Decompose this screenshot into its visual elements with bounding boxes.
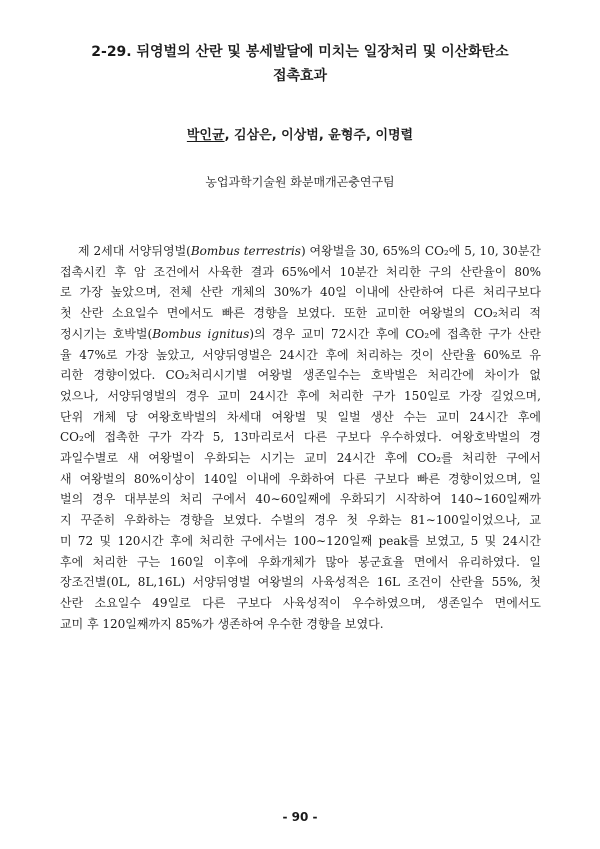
abstract-line: 미 72 및 120시간 후에 처리한 구에서는 100∼120일째 peak를 보였고, 5 및 24시간: [60, 533, 541, 548]
paper-title-line2: 접촉효과: [272, 68, 328, 84]
abstract-line: 단위 개체 당 여왕호박벌의 차세대 여왕벌 및 일벌 생산 수는 교미 24시간 후에: [60, 409, 541, 424]
abstract-line: 후에 처리한 구는 160일 이후에 우화개체가 많아 봉군효율 면에서 유리하였다. 일: [60, 554, 541, 569]
abstract-line: 었으나, 서양뒤영벌의 경우 교미 24시간 후에 처리한 구가 150일로 가장 길었으며,: [60, 388, 541, 403]
abstract-line: CO₂에 접촉한 구가 각각 5, 13마리로서 다른 구보다 우수하였다. 여왕호박벌의 경: [60, 430, 541, 445]
co-authors: , 김삼은, 이상범, 윤형주, 이명렬: [224, 128, 414, 143]
first-author: 박인균: [186, 128, 225, 143]
paper-title: [60, 40, 540, 88]
abstract-line: 정시기는 호박벌(Bombus ignitus)의 경우 교미 72시간 후에 CO₂에 접촉한 구가 산란: [60, 326, 541, 341]
abstract-line: 과일수별로 새 여왕벌이 우화되는 시기는 교미 24시간 후에 CO₂를 처리한 구에서: [60, 451, 541, 466]
abstract-line: 로 가장 높았으며, 전체 산란 개체의 30%가 40일 이내에 산란하여 다른 처리구보다: [60, 285, 541, 300]
abstract-line: 산란 소요일수 49일로 다른 구보다 사육성적이 우수하였으며, 생존일수 면에서도: [60, 595, 541, 610]
abstract-line: 장조건별(0L, 8L,16L) 서양뒤영벌 여왕벌의 사육성적은 16L 조건이 산란율 55%, 첫: [60, 575, 541, 590]
abstract-line: 접촉시킨 후 암 조건에서 사육한 결과 65%에서 10분간 처리한 구의 산란율이 80%: [60, 264, 541, 279]
page-number: - 90 -: [282, 810, 318, 824]
affiliation: 농업과학기술원 화분매개곤충연구팀: [205, 175, 395, 189]
abstract-line: 교미 후 120일째까지 85%가 생존하여 우수한 경향을 보였다.: [60, 616, 384, 631]
abstract-line: 리한 경향이었다. CO₂처리시기별 여왕벌 생존일수는 호박벌은 처리간에 차이가 없: [60, 368, 541, 383]
abstract-line: 지 꾸준히 우화하는 경향을 보였다. 수벌의 경우 첫 우화는 81∼100일이었으나, 교: [60, 513, 541, 528]
abstract-line: 제 2세대 서양뒤영벌(Bombus terrestris) 여왕벌을 30, 65%의 CO₂에 5, 10, 30분간: [78, 244, 541, 258]
abstract-body: [60, 241, 541, 634]
author-list: [60, 126, 540, 146]
abstract-line: 새 여왕벌의 80%이상이 140일 이내에 우화하여 다른 구보다 빠른 경향이었으며, 일: [60, 471, 541, 486]
paper-title-line1: 2-29. 뒤영벌의 산란 및 봉세발달에 미치는 일장처리 및 이산화탄소: [91, 44, 509, 60]
abstract-line: 첫 산란 소요일수 면에서도 빠른 경향을 보였다. 또한 교미한 여왕벌의 CO₂처리 적: [60, 306, 541, 321]
abstract-line: 벌의 경우 대부분의 처리 구에서 40∼60일째에 우화되기 시작하여 140∼160일째까: [60, 492, 541, 507]
abstract-line: 율 47%로 가장 높았고, 서양뒤영벌은 24시간 후에 처리하는 것이 산란율 60%로 유: [60, 347, 541, 362]
